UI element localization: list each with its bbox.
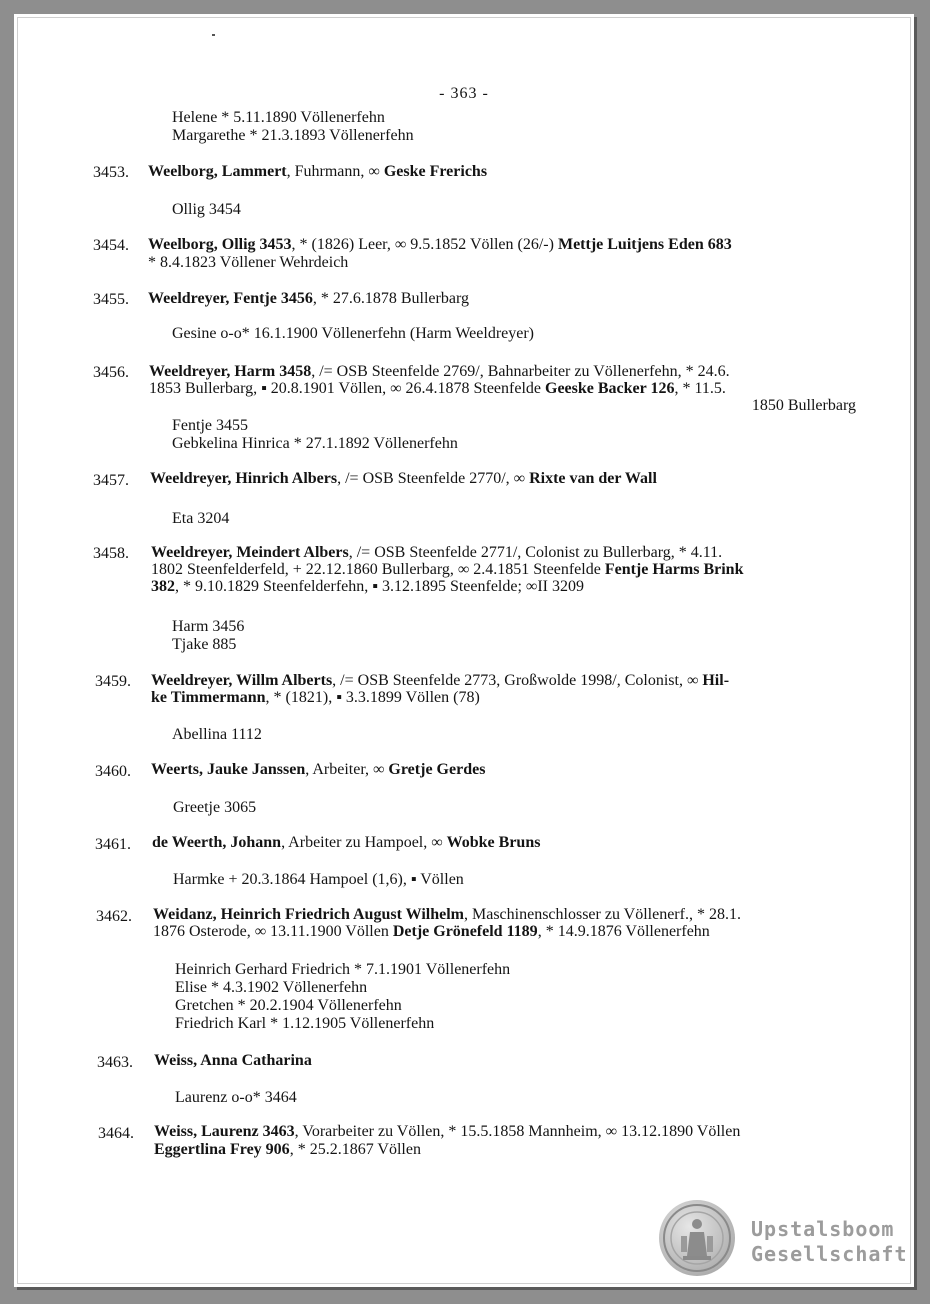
person-name: Weidanz, Heinrich Friedrich August Wilhelm [153,906,464,923]
child-line: Tjake 885 [172,636,237,653]
person-name: Weeldreyer, Harm 3458 [149,363,312,380]
entry-details: , * 9.10.1829 Steenfelderfehn, ▪ 3.12.1895 Steenfelde; ∞II 3209 [175,578,584,595]
entry-details: , Arbeiter, ∞ [305,761,389,778]
spouse-name: Geeske Backer 126 [545,380,675,397]
entry-number: 3460. [95,763,131,780]
child-line: Abellina 1112 [172,726,262,743]
person-name: Weiss, Laurenz 3463 [154,1123,295,1140]
entry-details: , * 14.9.1876 Völlenerfehn [537,923,710,940]
child-line: Harm 3456 [172,618,245,635]
entry-number: 3459. [95,673,131,690]
entry-details: , /= OSB Steenfelde 2770/, ∞ [337,470,530,487]
spouse-name: Geske Frerichs [383,163,488,180]
entry-details: , * 25.2.1867 Völlen [289,1141,421,1158]
spouse-name: Fentje Harms Brink [604,561,744,578]
entry-header [149,363,730,381]
entry-details-line [151,689,480,707]
entry-details-line [149,380,726,398]
spouse-name: Detje Grönefeld 1189 [392,923,538,940]
entry-details-line [151,578,584,596]
entry-details: , * (1826) Leer, ∞ 9.5.1852 Völlen (26/-) [291,236,558,253]
entry-header [151,544,722,562]
entry-number: 3456. [93,364,129,381]
entry-details-line [154,1141,421,1159]
continuation-line: Margarethe * 21.3.1893 Völlenerfehn [172,127,414,144]
entry-details: , * 27.6.1878 Bullerbarg [312,290,469,307]
child-line: Fentje 3455 [172,417,248,434]
child-line: Gretchen * 20.2.1904 Völlenerfehn [175,997,402,1014]
entry-number: 3455. [93,291,129,308]
entry-details: , Arbeiter zu Hampoel, ∞ [281,834,447,851]
entry-details: , /= OSB Steenfelde 2769/, Bahnarbeiter zu Völlenerfehn, * 24.6. [311,363,730,380]
entry-number: 3457. [93,472,129,489]
entry-number: 3454. [93,237,129,254]
entry-number: 3461. [95,836,131,853]
person-name: Weeldreyer, Fentje 3456 [148,290,313,307]
seal-figure-icon [659,1200,735,1276]
entry-details-line [153,923,710,941]
entry-details: , Vorarbeiter zu Völlen, * 15.5.1858 Mannheim, ∞ 13.12.1890 Völlen [294,1123,741,1140]
child-line: Greetje 3065 [173,799,257,816]
person-name: Weelborg, Ollig 3453 [148,236,292,253]
person-name: Weiss, Anna Catharina [154,1052,312,1069]
entry-details: , * (1821), ▪ 3.3.1899 Völlen (78) [265,689,480,706]
child-line: Heinrich Gerhard Friedrich * 7.1.1901 Völlenerfehn [175,961,511,978]
document-page [14,14,914,1287]
child-line: Harmke + 20.3.1864 Hampoel (1,6), ▪ Völlen [173,871,464,888]
entry-details: 1802 Steenfelderfeld, + 22.12.1860 Bullerbarg, ∞ 2.4.1851 Steenfelde [151,561,605,578]
entry-details: , Fuhrmann, ∞ [286,163,384,180]
entry-header [151,761,485,779]
entry-details: , * 11.5. [674,380,726,397]
person-name: Weerts, Jauke Janssen [151,761,306,778]
spouse-name: ke Timmermann [151,689,266,706]
entry-number: 3464. [98,1125,134,1142]
child-line: Laurenz o-o* 3464 [175,1089,297,1106]
child-line: Gebkelina Hinrica * 27.1.1892 Völlenerfehn [172,435,458,452]
child-line: Eta 3204 [172,510,230,527]
entry-header [152,834,540,852]
entry-details: , Maschinenschlosser zu Völlenerf., * 28.1. [463,906,741,923]
entry-header [148,236,732,254]
brand-name-line2: Gesellschaft [751,1242,908,1266]
entry-number: 3462. [96,908,132,925]
scan-speck [212,34,215,36]
spouse-name: Mettje Luitjens Eden 683 [557,236,732,253]
entry-details-line: 1850 Bullerbarg [751,397,856,414]
entry-details-line [151,561,743,579]
entry-header [148,290,469,308]
entry-details: 1853 Bullerbarg, ▪ 20.8.1901 Völlen, ∞ 26.4.1878 Steenfelde [149,380,545,397]
person-name: Weeldreyer, Meindert Albers [151,544,349,561]
spouse-name: Gretje Gerdes [388,761,486,778]
spouse-name: Hil- [702,672,730,689]
child-line: Gesine o-o* 16.1.1900 Völlenerfehn (Harm Weeldreyer) [172,325,534,342]
entry-header [153,906,741,924]
entry-details: , /= OSB Steenfelde 2773, Großwolde 1998/, Colonist, ∞ [332,672,703,689]
entry-details: , /= OSB Steenfelde 2771/, Colonist zu Bullerbarg, * 4.11. [348,544,723,561]
child-line: Elise * 4.3.1902 Völlenerfehn [175,979,368,996]
child-line: Ollig 3454 [172,201,241,218]
entry-number: 3453. [93,164,129,181]
spouse-name: Eggertlina Frey 906 [154,1141,290,1158]
entry-header [148,163,487,181]
entry-header [154,1052,312,1070]
entry-header [154,1123,740,1141]
entry-details: 1876 Osterode, ∞ 13.11.1900 Völlen [153,923,393,940]
spouse-name: Wobke Bruns [446,834,541,851]
entry-details-line: * 8.4.1823 Völlener Wehrdeich [148,254,349,271]
child-line: Friedrich Karl * 1.12.1905 Völlenerfehn [175,1015,435,1032]
spouse-name: Rixte van der Wall [529,470,657,487]
continuation-line: Helene * 5.11.1890 Völlenerfehn [172,109,385,126]
person-name: de Weerth, Johann [152,834,282,851]
entry-header [151,672,729,690]
brand-name-line1: Upstalsboom [751,1217,895,1241]
spouse-number: 382 [151,578,175,595]
page-number: - 363 - [14,85,914,103]
person-name: Weeldreyer, Hinrich Albers [150,470,338,487]
entry-number: 3458. [93,545,129,562]
person-name: Weelborg, Lammert [148,163,287,180]
person-name: Weeldreyer, Willm Alberts [151,672,333,689]
entry-number: 3463. [97,1054,133,1071]
entry-header [150,470,657,488]
